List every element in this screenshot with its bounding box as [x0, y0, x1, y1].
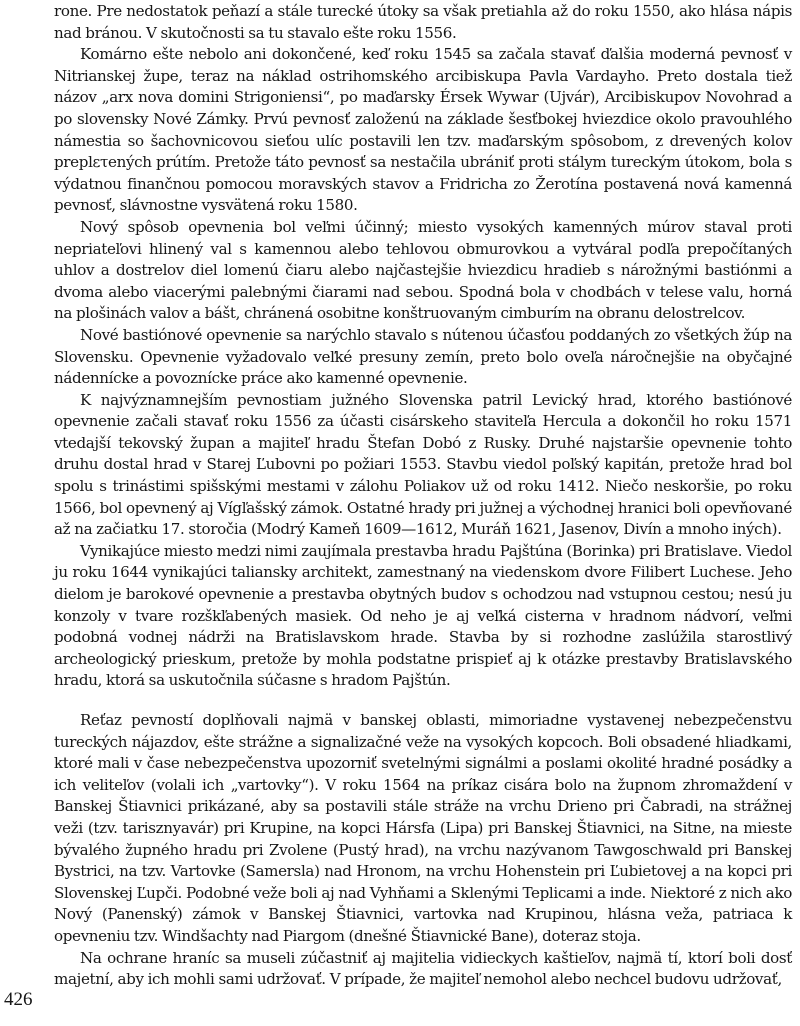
paragraph: Komárno ešte nebolo ani dokončené, keď roku 1545 sa začala stavať ďalšia moderná pevnosť v Nitrianskej župe, teraz na náklad ostrihomského arcibiskupa Pavla Vardayho. Preto dostala tiež názov „arx nova domini Strigoniensi“, po maďarsky Érsek Wywar (Ujvár), Arcibiskupov Novohrad a po slovensky Nové Zámky. Prvú pevnosť založenú na základe šesťbokej hviezdice okolo pravouhlého námestia so šachovnicovou sieťou ulíc postavili len tzv. maďarským spôsobom, z drevených kolov preplετených prútím. Pretože táto pevnosť sa nestačila ubrániť proti stálym tureckým útokom, bola s výdatnou finančnou pomocou moravských stavov a Fridricha zo Žerotína postavená nová kamenná pevnosť, slávnostne vysvätená roku 1580. — [54, 45, 792, 215]
paragraph: rone. Pre nedostatok peňazí a stále turecké útoky sa však pretiahla až do roku 1550, ako hlása nápis nad bránou. V skutočnosti sa tu stavalo ešte roku 1556. — [54, 2, 792, 42]
paragraph: Reťaz pevností doplňovali najmä v banskej oblasti, mimoriadne vystavenej nebezpečenstvu tureckých nájazdov, ešte strážne a signalizačné veže na vysokých kopcoch. Boli obsadené hliadkami, ktoré mali v čase nebezpečenstva upozorniť svetelnými signálmi a poslami okolité hradné posádky a ich veliteľov (volali ich „vartovky“). V roku 1564 na príkaz cisára bolo na župnom zhromaždení v Banskej Štiavnici prikázané, aby sa postavili stále stráže na vrchu Drieno pri Čabradi, na strážnej veži (tzv. tarisznyavár) pri Krupine, na kopci Hársfa (Lipa) pri Banskej Štiavnici, na Sitne, na mieste bývalého župného hradu pri Zvolene (Pustý hrad), na vrchu nazývanom Tawgoschwald pri Banskej Bystrici, na tzv. Vartovke (Samersla) nad Hronom, na vrchu Hohenstein pri Ľubietovej a na kopci pri Slovenskej Ľupči. Podobné veže boli aj nad Vyhňami a Sklenými Teplicami a inde. Niektoré z nich ako Nový (Panenský) zámok v Banskej Štiavnici, vartovka nad Krupinou, hlásna veža, patriaca k opevneniu tzv. Windšachty nad Piargom (dnešné Štiavnické Bane), doteraz stoja. — [54, 711, 792, 945]
page-body — [54, 1, 792, 991]
page-number: 426 — [4, 989, 33, 1010]
paragraph: Na ochrane hraníc sa museli zúčastniť aj majitelia vidieckych kaštieľov, najmä tí, ktorí boli dosť majetní, aby ich mohli sami udržovať. V prípade, že majiteľ nemohol alebo nechcel budovu udržovať, — [54, 948, 792, 989]
paragraph: Nové bastiónové opevnenie sa narýchlo stavalo s nútenou účasťou poddaných zo všetkých žúp na Slovensku. Opevnenie vyžadovalo veľké presuny zemín, preto bolo oveľa náročnejšie na obyčajné nádennícke a povozníckе práce ako kamenné opevnenie. — [54, 325, 792, 388]
paragraph: Vynikajúce miesto medzi nimi zaujímala prestavba hradu Pajštúna (Borinka) pri Bratislave. Viedol ju roku 1644 vynikajúci taliansky architekt, zamestnaný na viedenskom dvore Filibert Luchese. Jeho dielom je barokové opevnenie a prestavba obytných budov s ochodzou nad vstupnou cestou; nesú ju konzoly v tvare rozškľabených masiek. Od neho je aj veľká cisterna v hradnom nádvorí, veľmi podobná vodnej nádrži na Bratislavskom hrade. Stavba by si rozhodne zaslúžila starostlivý archeologický prieskum, pretože by mohla podstatne prispieť aj k otázke prestavby Bratislavského hradu, ktorá sa uskutočnila súčasne s hradom Pajštún. — [54, 541, 792, 690]
paragraph: K najvýznamnejším pevnostiam južného Slovenska patril Levický hrad, ktorého bastiónové opevnenie začali stavať roku 1556 za účasti cisárskeho staviteľa Hercula a dokončil ho roku 1571 vtedajší tekovský župan a majiteľ hradu Štefan Dobó z Rusky. Druhé najstaršie opevnenie tohto druhu dostal hrad v Starej Ľubovni po požiari 1553. Stavbu viedol poľský kapitán, pretože hrad bol spolu s trinástimi spišskými mestami v zálohu Poliakov už od roku 1412. Niečo neskoršie, po roku 1566, bol opevnený aj Vígľašský zámok. Ostatné hrady pri južnej a východnej hranici boli opevňované až na začiatku 17. storočia (Modrý Kameň 1609—1612, Muráň 1621, Jasenov, Divín a mnoho iných). — [54, 390, 792, 539]
paragraph: Nový spôsob opevnenia bol veľmi účinný; miesto vysokých kamenných múrov staval proti nepriateľovi hlinený val s kamennou alebo tehlovou obmurovkou a vytváral podľa prepočítaných uhlov a dostrelov diel lomenú čiaru alebo najčastejšie hviezdicu hradieb s nárožnými bastiónmi a dvoma alebo viacerými palebnými čiarami nad sebou. Spodná bola v chodbách v telese valu, horná na plošinách valov a bášt, chránená osobitne konštruovaným cimburím na obranu delostrelcov. — [54, 217, 792, 323]
